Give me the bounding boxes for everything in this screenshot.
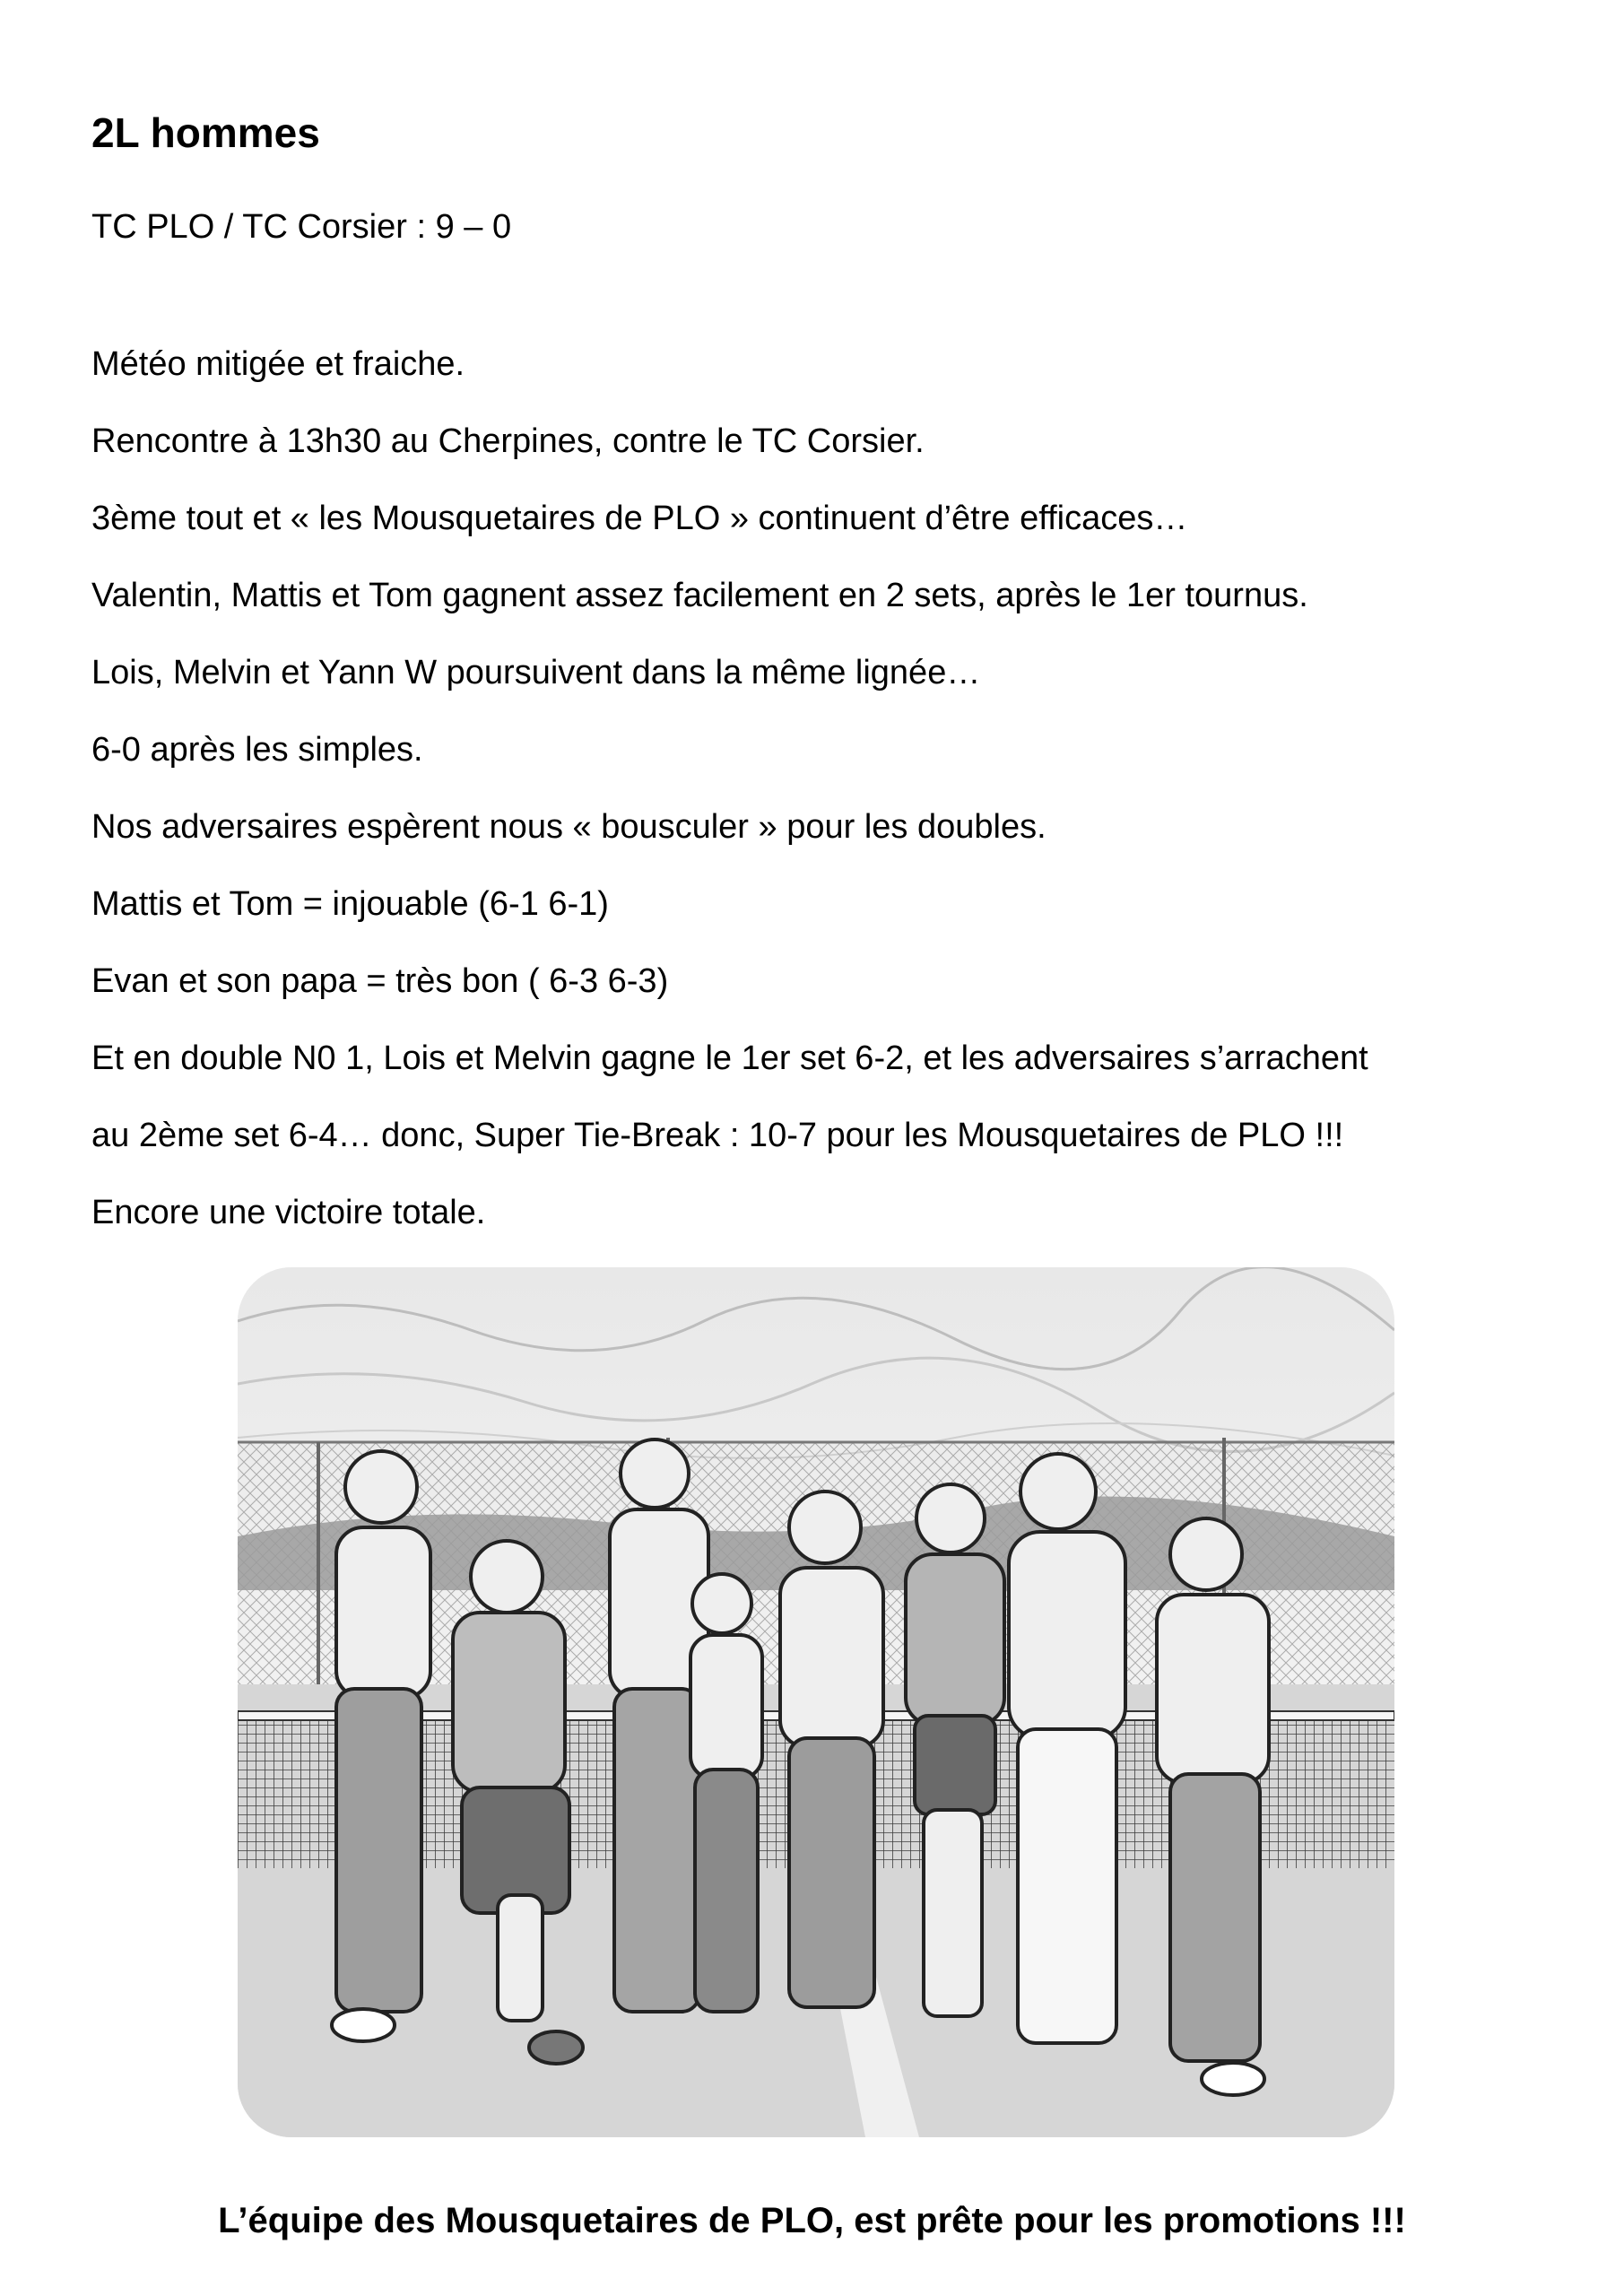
match-score: TC PLO / TC Corsier : 9 – 0 bbox=[91, 208, 512, 246]
photo-caption: L’équipe des Mousquetaires de PLO, est prête pour les promotions !!! bbox=[218, 2201, 1406, 2240]
report-line: au 2ème set 6-4… donc, Super Tie-Break : 10-7 pour les Mousquetaires de PLO !!! bbox=[91, 1117, 1344, 1154]
report-line: Météo mitigée et fraiche. bbox=[91, 345, 465, 383]
report-line: Nos adversaires espèrent nous « bousculer » pour les doubles. bbox=[91, 808, 1046, 846]
report-body bbox=[91, 326, 1368, 1251]
team-photo bbox=[238, 1267, 1394, 2137]
section-heading: 2L hommes bbox=[91, 109, 320, 156]
report-line: 6-0 après les simples. bbox=[91, 731, 423, 769]
report-line: Valentin, Mattis et Tom gagnent assez facilement en 2 sets, après le 1er tournus. bbox=[91, 577, 1308, 614]
team-photo-image bbox=[238, 1267, 1394, 2137]
report-line: Evan et son papa = très bon ( 6-3 6-3) bbox=[91, 962, 669, 1000]
report-line: Mattis et Tom = injouable (6-1 6-1) bbox=[91, 885, 609, 923]
report-line: Lois, Melvin et Yann W poursuivent dans la même lignée… bbox=[91, 654, 981, 691]
report-line: Et en double N0 1, Lois et Melvin gagne le 1er set 6-2, et les adversaires s’arrachent bbox=[91, 1039, 1368, 1077]
report-line: Rencontre à 13h30 au Cherpines, contre le TC Corsier. bbox=[91, 422, 925, 460]
report-line: Encore une victoire totale. bbox=[91, 1194, 486, 1231]
report-line: 3ème tout et « les Mousquetaires de PLO » continuent d’être efficaces… bbox=[91, 500, 1188, 537]
